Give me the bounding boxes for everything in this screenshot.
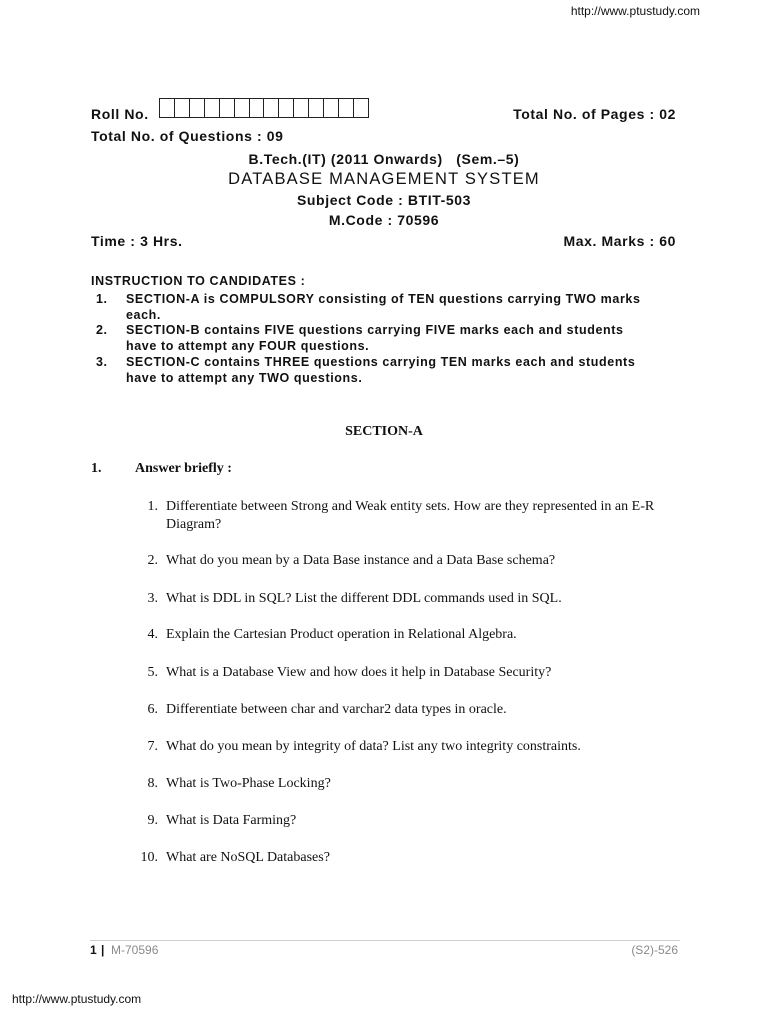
sub-question-text: What is Data Farming? bbox=[166, 813, 297, 828]
mcode: M.Code : 70596 bbox=[328, 212, 440, 228]
roll-no-box[interactable] bbox=[174, 98, 189, 118]
sub-question-text: What is a Database View and how does it help in Database Security? bbox=[166, 665, 552, 680]
sub-question bbox=[130, 775, 680, 793]
instruction-line: have to attempt any TWO questions. bbox=[126, 370, 363, 385]
sub-question-text: Differentiate between Strong and Weak entity sets. How are they represented in an E-R Diagram? bbox=[166, 499, 655, 532]
sub-question-number: 6. bbox=[147, 702, 158, 717]
instruction-item bbox=[126, 323, 678, 354]
roll-no-box[interactable] bbox=[338, 98, 353, 118]
subject-code: Subject Code : BTIT-503 bbox=[296, 192, 472, 208]
instruction-number: 3. bbox=[96, 355, 108, 369]
sub-question-number: 10. bbox=[140, 850, 158, 865]
course-line: B.Tech.(IT) (2011 Onwards) (Sem.–5) bbox=[248, 151, 520, 167]
total-questions: Total No. of Questions : 09 bbox=[91, 128, 284, 144]
footer-divider bbox=[90, 940, 680, 941]
sub-question-text: Differentiate between char and varchar2 data types in oracle. bbox=[166, 702, 507, 717]
footer-page-number: 1 bbox=[90, 943, 97, 957]
roll-no-box[interactable] bbox=[159, 98, 174, 118]
total-pages: Total No. of Pages : 02 bbox=[513, 106, 676, 122]
instruction-number: 2. bbox=[96, 323, 108, 337]
footer-right-code: (S2)-526 bbox=[631, 943, 678, 957]
footer-separator: | bbox=[101, 943, 105, 957]
roll-no-box[interactable] bbox=[234, 98, 249, 118]
sub-question-text: What is DDL in SQL? List the different DDL commands used in SQL. bbox=[166, 591, 562, 606]
footer-mcode: M-70596 bbox=[111, 943, 159, 957]
sub-question-text: What is Two-Phase Locking? bbox=[166, 776, 331, 791]
roll-no-box[interactable] bbox=[249, 98, 264, 118]
sub-question bbox=[130, 701, 680, 719]
question-label: Answer briefly : bbox=[135, 461, 232, 476]
instruction-line: each. bbox=[126, 307, 161, 322]
sub-question bbox=[130, 626, 680, 644]
sub-question bbox=[130, 498, 680, 534]
time-label: Time : 3 Hrs. bbox=[91, 233, 183, 249]
instruction-number: 1. bbox=[96, 292, 108, 306]
sub-question bbox=[130, 552, 680, 570]
roll-no-boxes[interactable] bbox=[159, 98, 369, 118]
sub-question bbox=[130, 590, 680, 608]
roll-no-box[interactable] bbox=[323, 98, 338, 118]
bottom-url-link[interactable]: http://www.ptustudy.com bbox=[12, 992, 142, 1006]
question-number: 1. bbox=[91, 461, 102, 476]
sub-question-number: 5. bbox=[147, 665, 158, 680]
sub-question-text: What do you mean by integrity of data? List any two integrity constraints. bbox=[166, 739, 581, 754]
instruction-line: SECTION-A is COMPULSORY consisting of TEN questions carrying TWO marks bbox=[126, 292, 641, 306]
roll-no-box[interactable] bbox=[353, 98, 369, 118]
roll-no-box[interactable] bbox=[293, 98, 308, 118]
sub-question-number: 1. bbox=[147, 499, 158, 514]
roll-no-label: Roll No. bbox=[91, 106, 149, 122]
instruction-item bbox=[126, 292, 678, 323]
sub-question-number: 3. bbox=[147, 591, 158, 606]
sub-question-number: 9. bbox=[147, 813, 158, 828]
instruction-line: have to attempt any FOUR questions. bbox=[126, 338, 370, 353]
sub-question-text: Explain the Cartesian Product operation in Relational Algebra. bbox=[166, 627, 517, 642]
roll-no-box[interactable] bbox=[278, 98, 293, 118]
instruction-line: SECTION-C contains THREE questions carrying TEN marks each and students bbox=[126, 355, 636, 369]
instruction-line: SECTION-B contains FIVE questions carrying FIVE marks each and students bbox=[126, 323, 624, 337]
roll-no-box[interactable] bbox=[204, 98, 219, 118]
roll-no-box[interactable] bbox=[263, 98, 278, 118]
sub-question bbox=[130, 664, 680, 682]
top-url-link[interactable]: http://www.ptustudy.com bbox=[570, 4, 700, 18]
sub-question bbox=[130, 738, 680, 756]
sub-question-number: 7. bbox=[147, 739, 158, 754]
sub-question bbox=[130, 812, 680, 830]
roll-no-box[interactable] bbox=[219, 98, 234, 118]
section-title: SECTION-A bbox=[345, 424, 423, 439]
sub-question bbox=[130, 849, 680, 867]
sub-question-number: 4. bbox=[147, 627, 158, 642]
roll-no-box[interactable] bbox=[189, 98, 204, 118]
subject-title: DATABASE MANAGEMENT SYSTEM bbox=[228, 170, 540, 188]
roll-no-box[interactable] bbox=[308, 98, 323, 118]
instruction-item bbox=[126, 355, 678, 386]
instructions-title: INSTRUCTION TO CANDIDATES : bbox=[91, 274, 306, 288]
sub-question-number: 8. bbox=[147, 776, 158, 791]
max-marks: Max. Marks : 60 bbox=[563, 233, 676, 249]
sub-question-number: 2. bbox=[147, 553, 158, 568]
sub-question-text: What do you mean by a Data Base instance and a Data Base schema? bbox=[166, 553, 556, 568]
sub-question-text: What are NoSQL Databases? bbox=[166, 850, 330, 865]
